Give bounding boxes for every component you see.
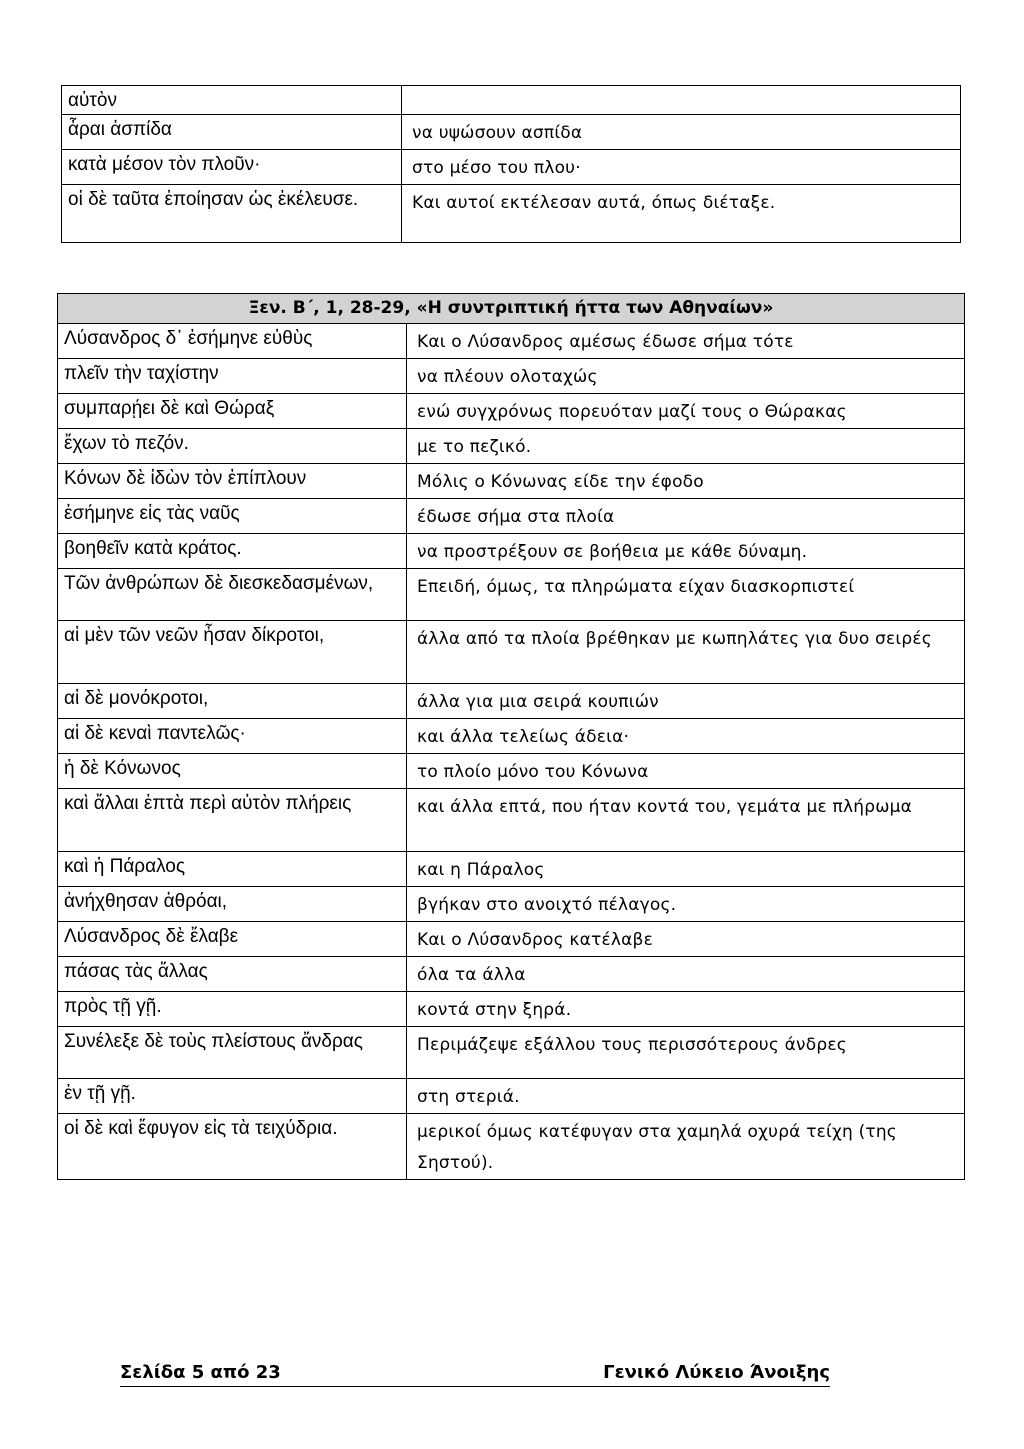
ancient-text-cell: αἱ μὲν τῶν νεῶν ἦσαν δίκροτοι, (58, 621, 407, 684)
table-title: Ξεν. Β΄, 1, 28-29, «Η συντριπτική ήττα των Αθηναίων» (58, 294, 965, 324)
ancient-text-cell: ἔχων τὸ πεζόν. (58, 429, 407, 464)
translation-cell: άλλα από τα πλοία βρέθηκαν με κωπηλάτες για δυο σειρές (407, 621, 965, 684)
translation-cell: κοντά στην ξηρά. (407, 992, 965, 1027)
table-header-row (58, 294, 965, 324)
translation-cell: με το πεζικό. (407, 429, 965, 464)
translation-cell: Και ο Λύσανδρος αμέσως έδωσε σήμα τότε (407, 324, 965, 359)
table-row (58, 719, 965, 754)
translation-cell: Και ο Λύσανδρος κατέλαβε (407, 922, 965, 957)
table-row (62, 115, 961, 150)
table-row (58, 429, 965, 464)
translation-cell: Μόλις ο Κόνωνας είδε την έφοδο (407, 464, 965, 499)
ancient-text-cell: πάσας τὰς ἄλλας (58, 957, 407, 992)
table-row (58, 922, 965, 957)
ancient-text-cell: κατὰ μέσον τὸν πλοῦν· (62, 150, 402, 185)
ancient-text-cell: Λύσανδρος δὲ ἔλαβε (58, 922, 407, 957)
table-row (58, 569, 965, 621)
ancient-text-cell: συμπαρῄει δὲ καὶ Θώραξ (58, 394, 407, 429)
table-row (58, 684, 965, 719)
translation-cell: και άλλα τελείως άδεια· (407, 719, 965, 754)
translation-cell: Περιμάζεψε εξάλλου τους περισσότερους άνδρες (407, 1027, 965, 1079)
translation-cell: ενώ συγχρόνως πορευόταν μαζί τους ο Θώρακας (407, 394, 965, 429)
table-row (58, 359, 965, 394)
ancient-text-cell: ἐσήμηνε εἰς τὰς ναῦς (58, 499, 407, 534)
translation-cell: και άλλα επτά, που ήταν κοντά του, γεμάτα με πλήρωμα (407, 789, 965, 852)
table-row (58, 754, 965, 789)
table-row (62, 150, 961, 185)
translation-cell: να υψώσουν ασπίδα (402, 115, 961, 150)
translation-cell: άλλα για μια σειρά κουπιών (407, 684, 965, 719)
ancient-text-cell: πλεῖν τὴν ταχίστην (58, 359, 407, 394)
ancient-text-cell: ἐν τῇ γῇ. (58, 1079, 407, 1114)
ancient-text-cell: οἱ δὲ καὶ ἔφυγον εἰς τὰ τειχύδρια. (58, 1114, 407, 1180)
table-row (58, 324, 965, 359)
ancient-text-cell: αἱ δὲ μονόκροτοι, (58, 684, 407, 719)
ancient-text-cell: ἀνήχθησαν ἁθρόαι, (58, 887, 407, 922)
table-row (58, 1027, 965, 1079)
translation-table-continued (61, 85, 961, 243)
translation-cell: να πλέουν ολοταχώς (407, 359, 965, 394)
translation-cell: να προστρέξουν σε βοήθεια με κάθε δύναμη. (407, 534, 965, 569)
ancient-text-cell: Λύσανδρος δ᾽ ἐσήμηνε εὐθὺς (58, 324, 407, 359)
ancient-text-cell: ἡ δὲ Κόνωνος (58, 754, 407, 789)
page-number: Σελίδα 5 από 23 (120, 1362, 281, 1383)
ancient-text-cell: καὶ ἄλλαι ἑπτὰ περὶ αὐτὸν πλήρεις (58, 789, 407, 852)
ancient-text-cell: Κόνων δὲ ἰδὼν τὸν ἐπίπλουν (58, 464, 407, 499)
ancient-text-cell: καὶ ἡ Πάραλος (58, 852, 407, 887)
translation-table (57, 293, 965, 1180)
ancient-text-cell: Συνέλεξε δὲ τοὺς πλείστους ἄνδρας (58, 1027, 407, 1079)
ancient-text-cell: αὐτὸν (62, 86, 402, 115)
table-row (62, 86, 961, 115)
translation-cell: όλα τα άλλα (407, 957, 965, 992)
table-row (58, 789, 965, 852)
table-row (58, 1079, 965, 1114)
school-name: Γενικό Λύκειο Άνοιξης (603, 1362, 830, 1383)
translation-cell: βγήκαν στο ανοιχτό πέλαγος. (407, 887, 965, 922)
translation-cell: το πλοίο μόνο του Κόνωνα (407, 754, 965, 789)
table-row (58, 464, 965, 499)
table-row (58, 621, 965, 684)
ancient-text-cell: οἱ δὲ ταῦτα ἐποίησαν ὡς ἐκέλευσε. (62, 185, 402, 243)
ancient-text-cell: αἱ δὲ κεναὶ παντελῶς· (58, 719, 407, 754)
ancient-text-cell: βοηθεῖν κατὰ κράτος. (58, 534, 407, 569)
translation-cell: έδωσε σήμα στα πλοία (407, 499, 965, 534)
ancient-text-cell: πρὸς τῇ γῇ. (58, 992, 407, 1027)
translation-cell: Και αυτοί εκτέλεσαν αυτά, όπως διέταξε. (402, 185, 961, 243)
table-row (58, 394, 965, 429)
translation-cell: στο μέσο του πλου· (402, 150, 961, 185)
table-row (58, 534, 965, 569)
table-row (58, 852, 965, 887)
table-row (58, 992, 965, 1027)
translation-cell: στη στεριά. (407, 1079, 965, 1114)
translation-cell: Επειδή, όμως, τα πληρώματα είχαν διασκορπιστεί (407, 569, 965, 621)
ancient-text-cell: ἆραι ἀσπίδα (62, 115, 402, 150)
ancient-text-cell: Τῶν ἀνθρώπων δὲ διεσκεδασμένων, (58, 569, 407, 621)
table-row (58, 499, 965, 534)
table-row (58, 1114, 965, 1180)
table-row (62, 185, 961, 243)
page-footer (120, 1362, 830, 1387)
translation-cell (402, 86, 961, 115)
translation-cell: και η Πάραλος (407, 852, 965, 887)
table-row (58, 957, 965, 992)
table-row (58, 887, 965, 922)
translation-cell: μερικοί όμως κατέφυγαν στα χαμηλά οχυρά τείχη (της Σηστού). (407, 1114, 965, 1180)
